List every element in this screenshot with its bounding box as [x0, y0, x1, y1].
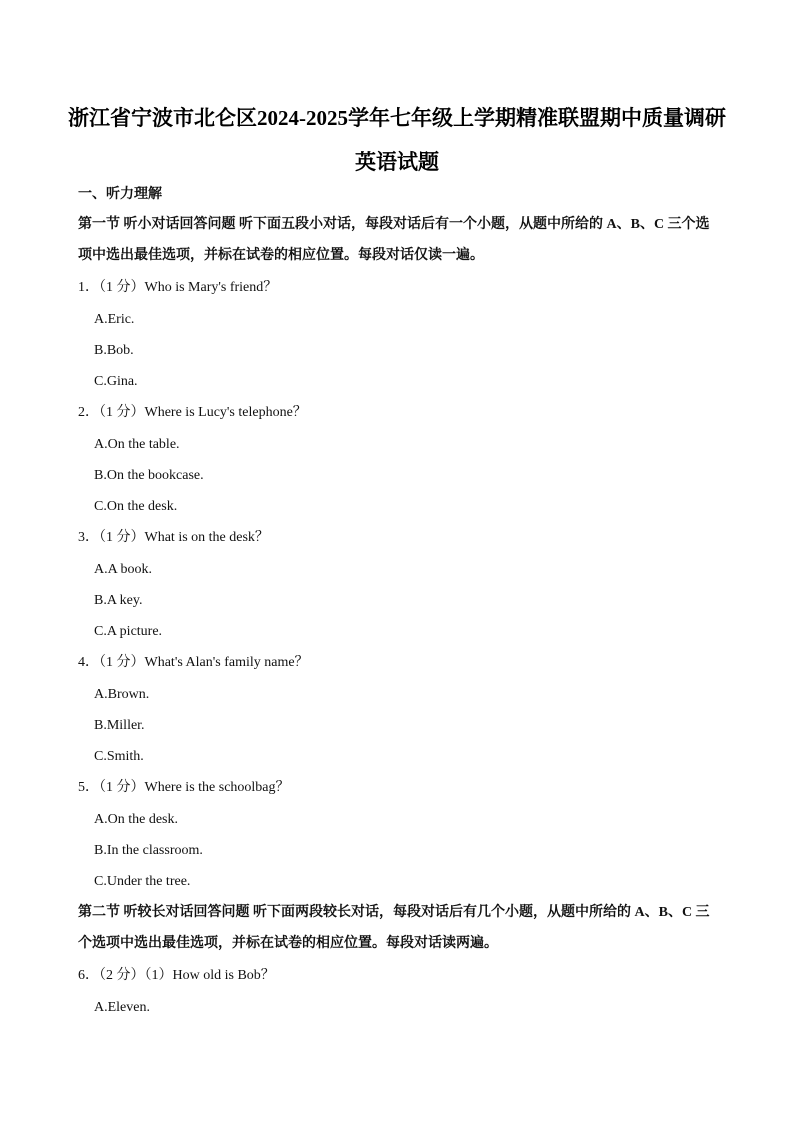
answer-option: C.Gina. — [94, 374, 138, 389]
answer-option: B.Bob. — [94, 343, 134, 358]
exam-title: 浙江省宁波市北仑区2024-2025学年七年级上学期精准联盟期中质量调研 — [68, 106, 726, 130]
section-heading-listening: 一、听力理解 — [78, 187, 162, 202]
answer-option: A.Eric. — [94, 312, 135, 327]
question-stem: 1．（1 分）Who is Mary's friend？ — [78, 280, 278, 295]
answer-option: B.A key. — [94, 593, 143, 608]
answer-option: C.Under the tree. — [94, 874, 191, 889]
part1-instructions-line2: 项中选出最佳选项，并标在试卷的相应位置。每段对话仅读一遍。 — [78, 248, 484, 263]
answer-option: A.On the desk. — [94, 812, 178, 827]
answer-option: C.A picture. — [94, 624, 163, 639]
answer-option: A.A book. — [94, 562, 152, 577]
question-stem: 4．（1 分）What's Alan's family name？ — [78, 655, 309, 670]
part2-instructions-line2: 个选项中选出最佳选项，并标在试卷的相应位置。每段对话读两遍。 — [78, 936, 498, 951]
question-stem: 5．（1 分）Where is the schoolbag？ — [78, 780, 290, 795]
answer-option: A.Eleven. — [94, 1000, 150, 1015]
answer-option: A.On the table. — [94, 437, 180, 452]
question-stem: 2．（1 分）Where is Lucy's telephone？ — [78, 405, 307, 420]
exam-subtitle: 英语试题 — [355, 150, 439, 174]
answer-option: C.Smith. — [94, 749, 144, 764]
part2-instructions-line1: 第二节 听较长对话回答问题 听下面两段较长对话，每段对话后有几个小题，从题中所给的 A、B、C 三 — [78, 905, 710, 920]
answer-option: B.In the classroom. — [94, 843, 203, 858]
answer-option: B.On the bookcase. — [94, 468, 204, 483]
answer-option: B.Miller. — [94, 718, 145, 733]
question-stem: 3．（1 分）What is on the desk？ — [78, 530, 269, 545]
answer-option: A.Brown. — [94, 687, 150, 702]
question-stem: 6．（2 分）（1）How old is Bob？ — [78, 968, 275, 983]
part1-instructions-line1: 第一节 听小对话回答问题 听下面五段小对话，每段对话后有一个小题，从题中所给的 A、B、C 三个选 — [78, 217, 710, 232]
answer-option: C.On the desk. — [94, 499, 178, 514]
